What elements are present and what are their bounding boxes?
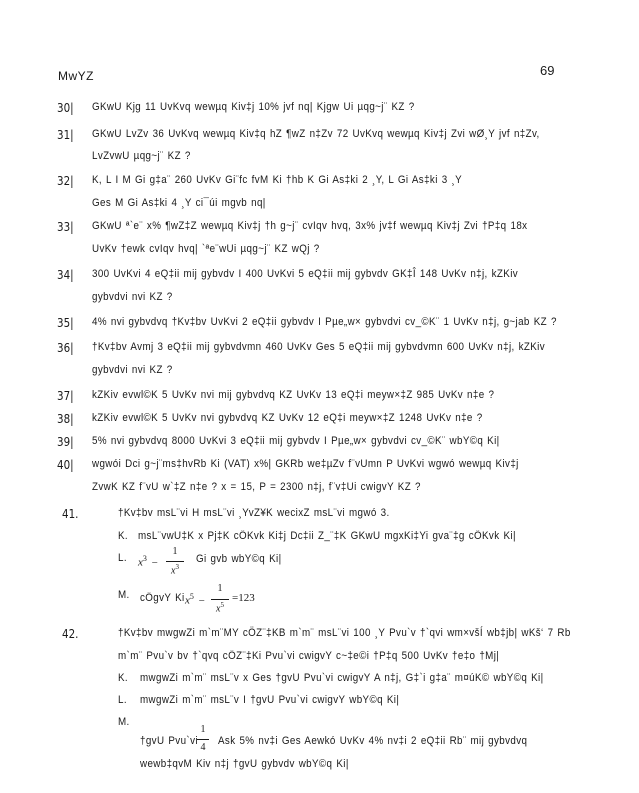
question-stem: †Kv‡bv mwgwZi m`m¨MY cÖZ¨‡KB m`m¨ msL¨vi 100 ¸Y Pvu`v †`qvi wm×všÍ wb‡jb| wKš‘ 7 Rb <box>118 627 571 639</box>
subpart-label: M. <box>118 589 130 601</box>
subpart-text: msL¨vwU‡K x Pj‡K cÖKvk Ki‡j Dc‡ii Z_¨‡K GKwU mgxKi‡Yi gva¨‡g cÖKvk Ki| <box>138 530 516 542</box>
subpart-label: K. <box>118 530 129 542</box>
item-number: 33| <box>57 220 74 234</box>
item-text: gybvdvi nvi KZ ? <box>92 364 173 376</box>
fraction-bar <box>197 739 209 740</box>
subpart-label: M. <box>118 716 130 728</box>
page-number: 69 <box>540 63 555 78</box>
item-text: wgwói Dci g~j¨ms‡hvRb Ki (VAT) x%| GKRb we‡µZv f¨vUmn P UvKvi wgwó wewµq Kiv‡j <box>92 458 519 470</box>
item-text: 4% nvi gybvdvq †Kv‡bv UvKvi 2 eQ‡ii gybvdv I Pµe„w× gybvdvi cv_©K¨ 1 UvKv n‡j, g~jab KZ ? <box>92 316 557 328</box>
subpart-label: L. <box>118 552 127 564</box>
subpart-text: cÖgvY Ki <box>140 592 185 604</box>
fraction-denominator: 4 <box>200 742 206 753</box>
question-stem: †Kv‡bv msL¨vi H msL¨vi ¸YvZ¥K wecixZ msL¨vi mgwó 3. <box>118 507 390 519</box>
fraction-bar <box>211 599 229 600</box>
item-text: GKwU LvZv 36 UvKvq wewµq Kiv‡q hZ ¶wZ n‡Zv 72 UvKvq wewµq Kiv‡j Zvi wØ¸Y jvf n‡Zv, <box>92 128 540 140</box>
question-number: 42. <box>62 627 79 641</box>
formula-rhs: =123 <box>232 592 255 604</box>
item-text: ZvwK KZ f¨vU w`‡Z n‡e ? x = 15, P = 2300 n‡j, f¨v‡Ui cwigvY KZ ? <box>92 481 421 493</box>
item-number: 30| <box>57 101 74 115</box>
formula-l: $x^3$ − <box>138 554 158 569</box>
fraction-numerator: 1 <box>217 583 223 594</box>
item-text: kZKiv evwl©K 5 UvKv nvi mij gybvdvq KZ UvKv 13 eQ‡i meyw×‡Z 985 UvKv n‡e ? <box>92 389 495 401</box>
item-number: 31| <box>57 128 74 142</box>
item-number: 36| <box>57 341 74 355</box>
fraction-numerator: 1 <box>200 724 206 735</box>
item-number: 40| <box>57 458 74 472</box>
item-number: 37| <box>57 389 74 403</box>
subpart-label: K. <box>118 672 129 684</box>
item-text: UvKv †ewk cvIqv hvq| `ªe¨wUi µqg~j¨ KZ wQj ? <box>92 243 320 255</box>
item-text: gybvdvi nvi KZ ? <box>92 291 173 303</box>
item-number: 35| <box>57 316 74 330</box>
item-text: 5% nvi gybvdvq 8000 UvKvi 3 eQ‡ii mij gybvdv I Pµe„w× gybvdvi cv_©K¨ wbY©q Ki| <box>92 435 500 447</box>
item-number: 32| <box>57 174 74 188</box>
formula-m: $x^5$ − <box>185 592 205 607</box>
item-number: 38| <box>57 412 74 426</box>
running-header: MwYZ <box>58 69 94 83</box>
question-stem: m`m¨ Pvu`v bv †`qvq cÖZ¨‡Ki Pvu`vi cwigvY c~‡e©i †P‡q 500 UvKv †e‡o †Mj| <box>118 650 500 662</box>
item-text: Ges M Gi As‡ki 4 ¸Y ci¯úi mgvb nq| <box>92 197 266 209</box>
subpart-text: mwgwZi m`m¨ msL¨v x Ges †gvU Pvu`vi cwigvY A n‡j, G‡`i g‡a¨ m¤úK© wbY©q Ki| <box>140 672 544 684</box>
item-text: kZKiv evwl©K 5 UvKv nvi gybvdvq KZ UvKv 12 eQ‡i meyw×‡Z 1248 UvKv n‡e ? <box>92 412 483 424</box>
subpart-label: L. <box>118 694 127 706</box>
fraction-denominator: $x^5$ <box>216 601 224 615</box>
fraction-denominator: $x^3$ <box>171 563 179 577</box>
item-text: LvZvwU µqg~j¨ KZ ? <box>92 150 191 162</box>
item-text: 300 UvKvi 4 eQ‡ii mij gybvdv I 400 UvKvi 5 eQ‡ii mij gybvdv GK‡Î 148 UvKv n‡j, kZKiv <box>92 268 519 280</box>
item-text: K, L I M Gi g‡a¨ 260 UvKv Gi¨fc fvM Ki †hb K Gi As‡ki 2 ¸Y, L Gi As‡ki 3 ¸Y <box>92 174 463 186</box>
subpart-text: mwgwZi m`m¨ msL¨v I †gvU Pvu`vi cwigvY wbY©q Ki| <box>140 694 400 706</box>
item-text: GKwU ª`e¨ x% ¶wZ‡Z wewµq Kiv‡j †h g~j¨ cvIqv hvq, 3x% jv‡f wewµq Kiv‡j Zvi †P‡q 18x <box>92 220 528 232</box>
subpart-text: wewb‡qvM Kiv n‡j †gvU gybvdv wbY©q Ki| <box>140 758 349 770</box>
subpart-text: Ask 5% nv‡i Ges Aewkó UvKv 4% nv‡i 2 eQ‡ii Rb¨ mij gybvdvq <box>218 735 528 747</box>
item-number: 39| <box>57 435 74 449</box>
item-text: GKwU Kjg 11 UvKvq wewµq Kiv‡j 10% jvf nq| Kjgw Ui µqg~j¨ KZ ? <box>92 101 415 113</box>
item-text: †Kv‡bv Avmj 3 eQ‡ii mij gybvdvmn 460 UvKv Ges 5 eQ‡ii mij gybvdvmn 600 UvKv n‡j, kZKiv <box>92 341 546 353</box>
fraction-numerator: 1 <box>172 546 178 557</box>
subpart-text: Gi gvb wbY©q Ki| <box>196 553 282 565</box>
item-number: 34| <box>57 268 74 282</box>
question-number: 41. <box>62 507 79 521</box>
subpart-text: †gvU Pvu`vi <box>140 735 198 747</box>
fraction-bar <box>166 561 184 562</box>
